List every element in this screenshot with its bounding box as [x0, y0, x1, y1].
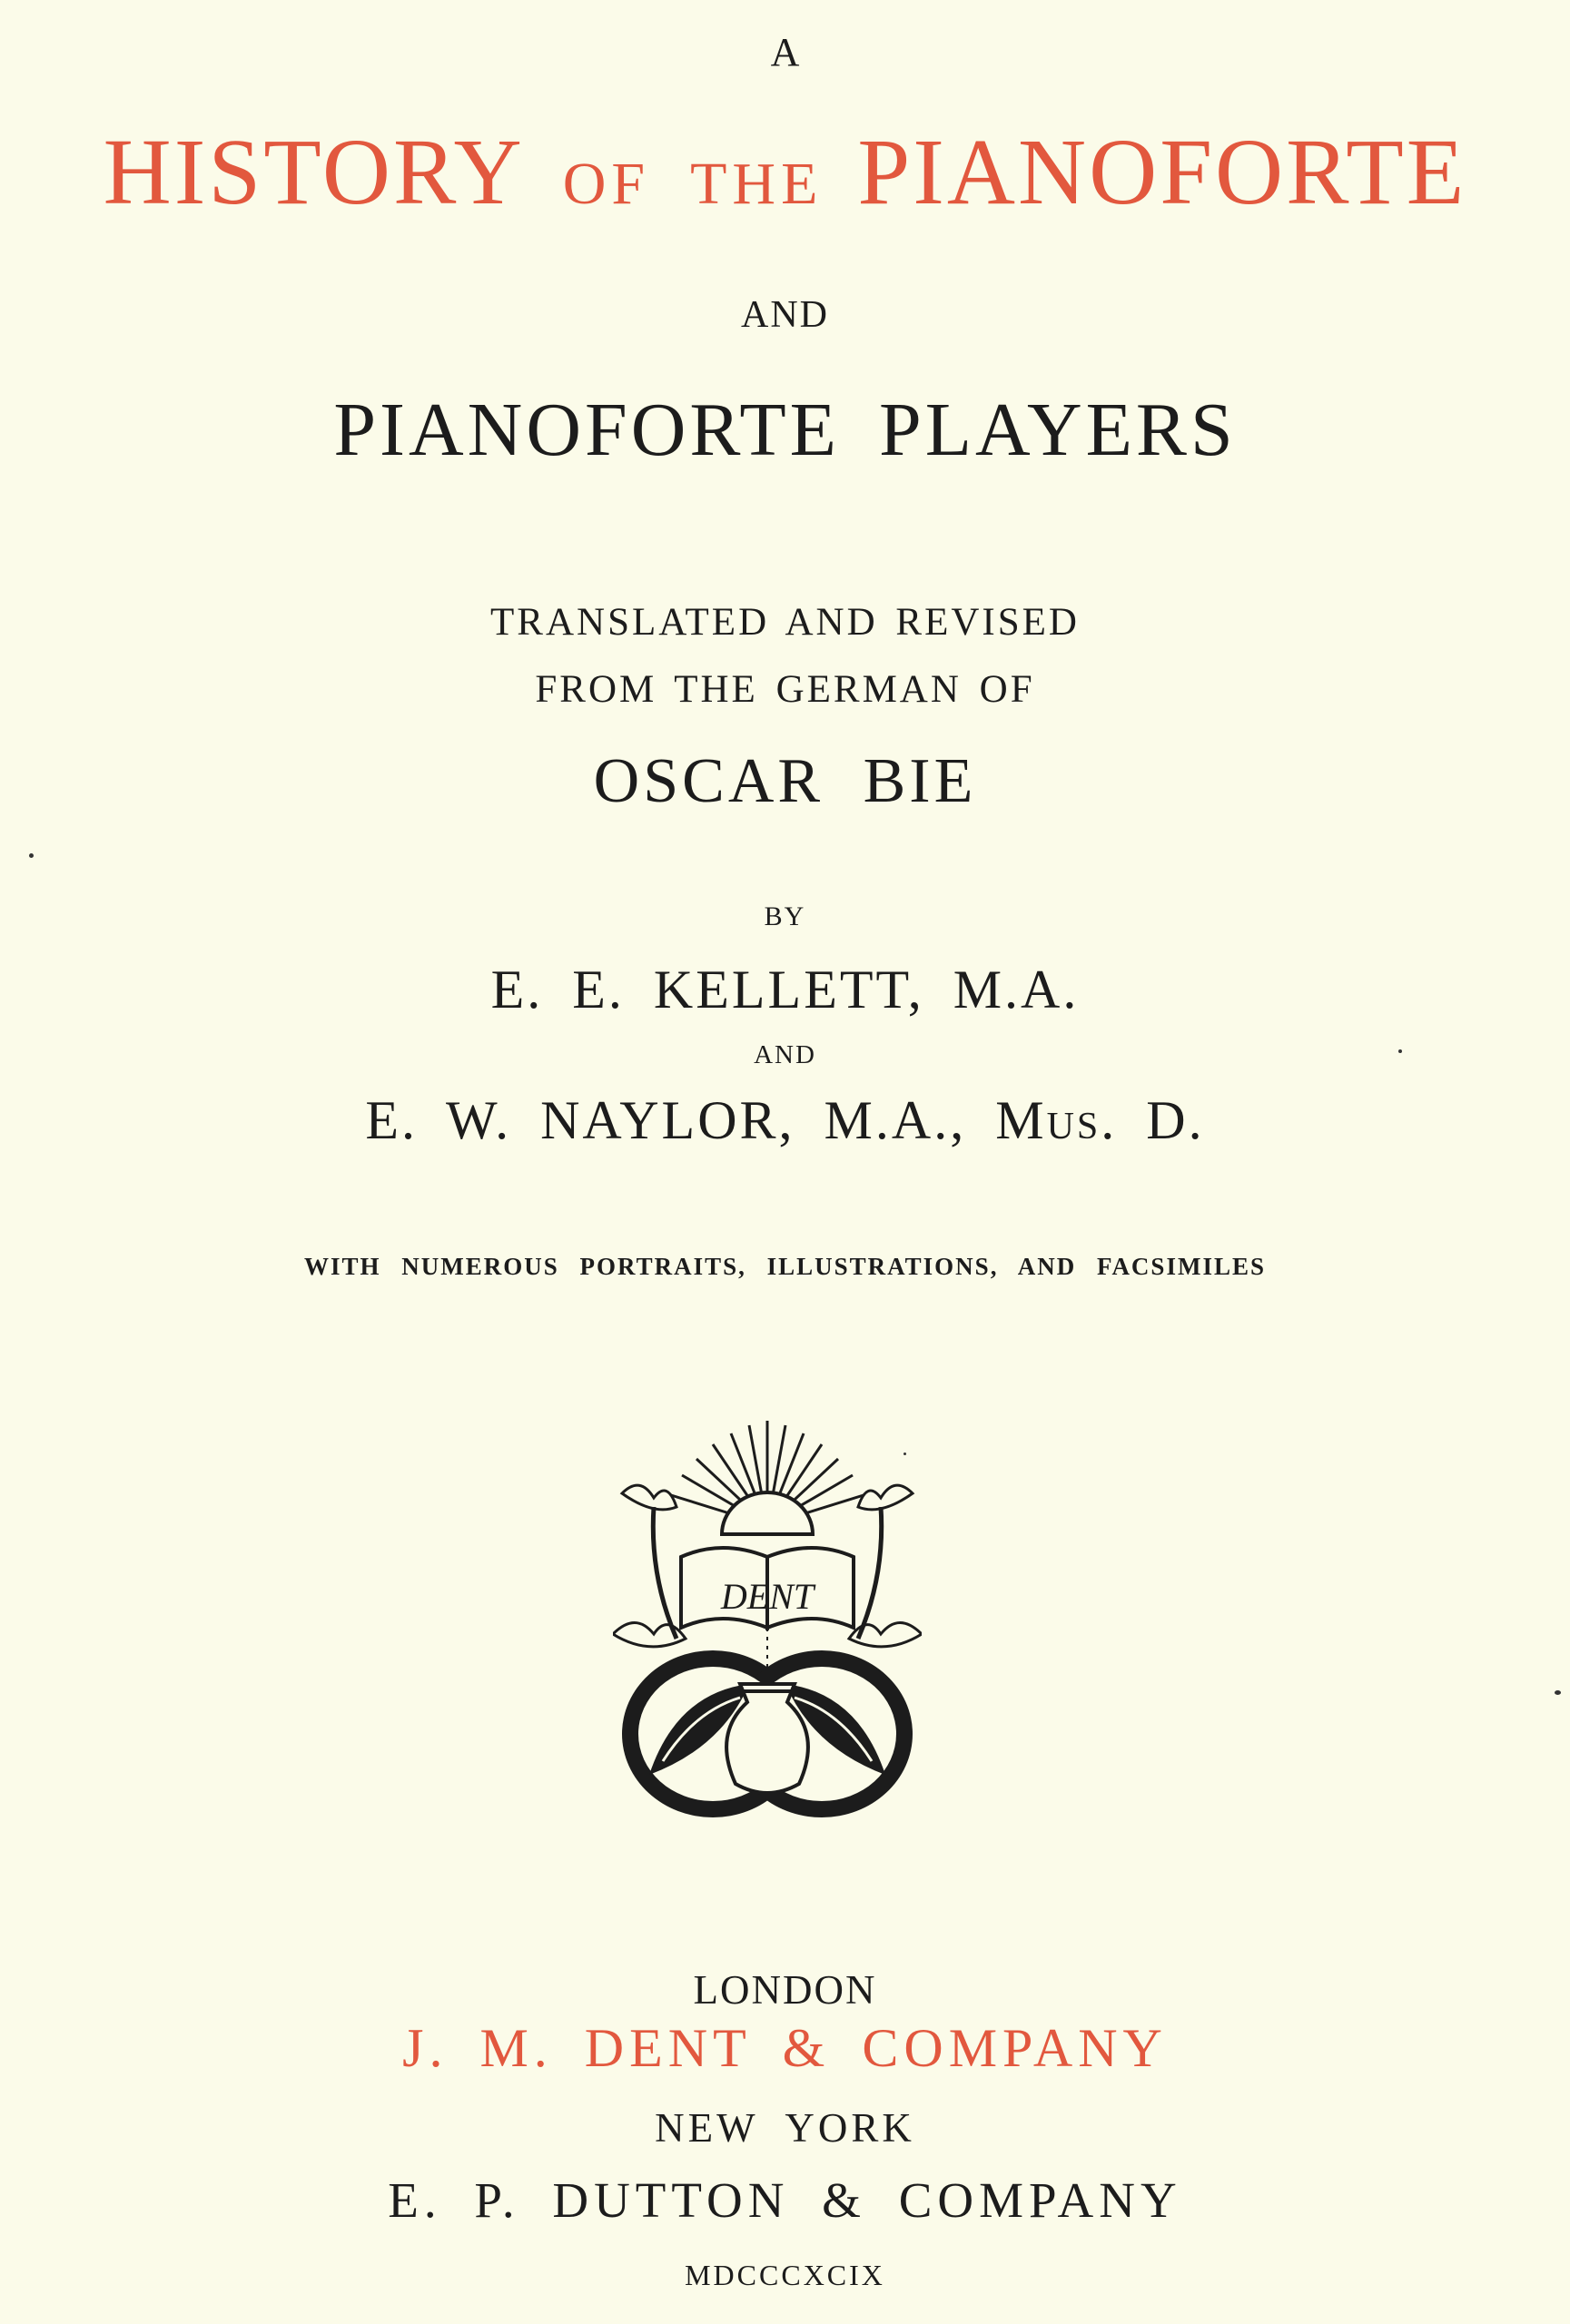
- and-connector-2: AND: [754, 1040, 816, 1069]
- publisher-emblem: [613, 1421, 922, 1829]
- city-london: LONDON: [693, 1967, 877, 2013]
- publication-year: MDCCCXCIX: [685, 2259, 885, 2291]
- paper-speck: [29, 853, 34, 858]
- and-connector-1: AND: [741, 294, 829, 336]
- illustrations-note: WITH NUMEROUS PORTRAITS, ILLUSTRATIONS, AND FACSIMILES: [304, 1253, 1266, 1280]
- emblem-text: DENT: [720, 1576, 815, 1617]
- city-new-york: NEW YORK: [655, 2105, 915, 2151]
- paper-speck: [903, 1452, 906, 1455]
- title-word-the: THE: [690, 151, 824, 217]
- main-title: [0, 120, 1570, 224]
- translator-1: E. E. KELLETT, M.A.: [490, 960, 1080, 1019]
- publisher-dutton: E. P. DUTTON & COMPANY: [388, 2172, 1182, 2228]
- translated-line-2: FROM THE GERMAN OF: [535, 668, 1035, 711]
- publisher-dent: J. M. DENT & COMPANY: [402, 2018, 1168, 2078]
- translator-2-degree: Mus. D.: [995, 1090, 1205, 1150]
- translator-2: [0, 1090, 1570, 1150]
- title-word-pianoforte: PIANOFORTE: [857, 120, 1467, 224]
- by-label: BY: [764, 901, 806, 931]
- rising-sun: [722, 1492, 813, 1534]
- title-word-history: HISTORY: [103, 120, 525, 224]
- title-word-of: OF: [562, 151, 651, 217]
- subtitle: PIANOFORTE PLAYERS: [333, 388, 1237, 472]
- translated-line-1: TRANSLATED AND REVISED: [490, 601, 1080, 644]
- original-author: OSCAR BIE: [593, 746, 977, 816]
- paper-speck: [1555, 1690, 1561, 1695]
- translator-2-name: E. W. NAYLOR, M.A.,: [365, 1090, 996, 1150]
- paper-speck: [1398, 1049, 1402, 1053]
- title-article: A: [770, 30, 800, 74]
